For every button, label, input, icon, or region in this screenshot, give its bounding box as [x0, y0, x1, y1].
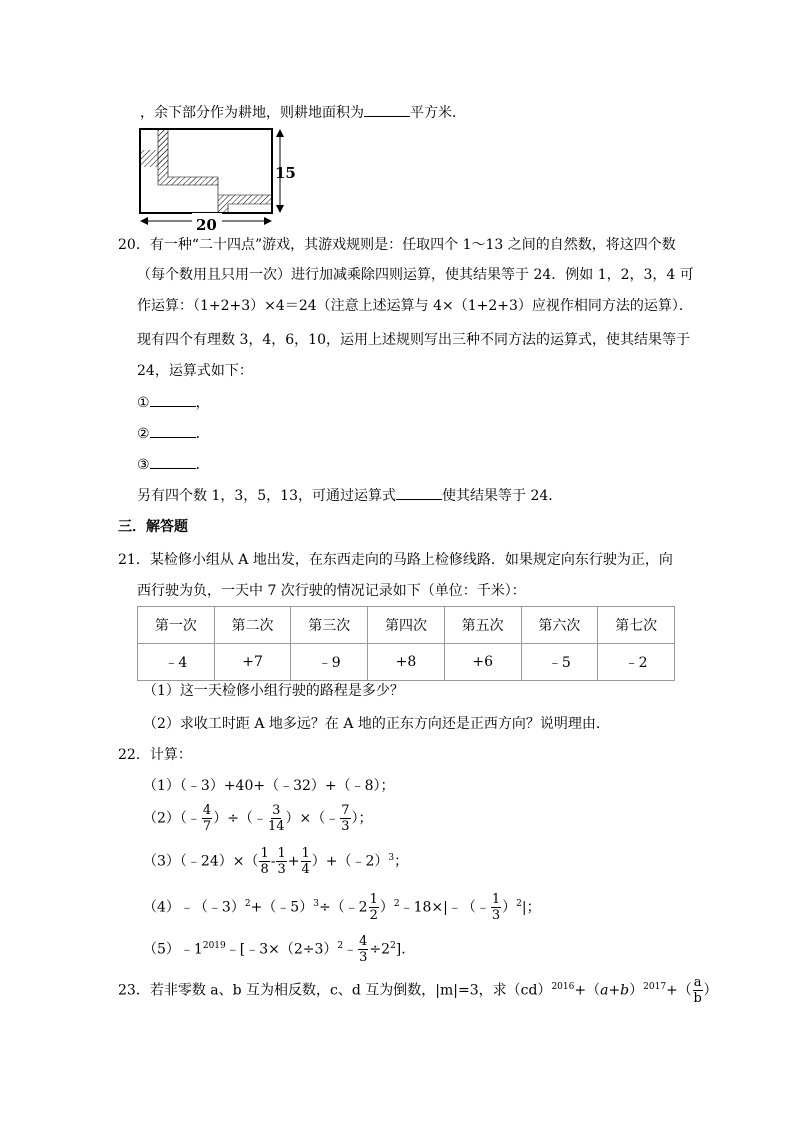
- table-cell: +8: [368, 644, 445, 681]
- table-cell: 第二次: [214, 607, 291, 644]
- q22-part-4: （4）﹣（﹣3）$^2$+（﹣5）$^3$÷（﹣2 $\frac{1}{2}$ ）$^2$﹣18×|﹣（﹣ $\frac{1}{3}$ ）$^2$|；: [143, 892, 541, 924]
- fraction: $\frac{1}{2}$: [369, 892, 378, 924]
- table-cell: ﹣2: [598, 644, 675, 681]
- fig-height-label: 15: [275, 164, 296, 182]
- q20-line: 现有四个有理数 3，4，6，10，运用上述规则写出三种不同方法的运算式，使其结果等于: [137, 332, 690, 348]
- fraction: $\frac{a}{b}$: [693, 975, 702, 1007]
- q21-sub-2: （2）求收工时距 A 地多远？在 A 地的正东方向还是正西方向？说明理由．: [143, 716, 610, 732]
- table-row: [138, 644, 675, 681]
- fraction: $\frac{1}{8}$: [260, 846, 269, 878]
- fraction: $\frac{1}{3}$: [277, 846, 286, 878]
- q22-part-1: （1）（﹣3）+40+（﹣32）+（﹣8）；: [143, 778, 395, 794]
- fraction: $\frac{4}{3}$: [359, 934, 368, 966]
- q21-line: 西行驶为负，一天中 7 次行驶的情况记录如下（单位：千米）：: [137, 583, 526, 599]
- fig-width-label: 20: [196, 216, 217, 234]
- table-cell: +6: [444, 644, 521, 681]
- fraction: $\frac{1}{4}$: [301, 846, 310, 878]
- table-cell: 第五次: [444, 607, 521, 644]
- fraction: $\frac{7}{3}$: [341, 803, 350, 834]
- q22-title: 22．计算：: [118, 747, 192, 763]
- q22-part-2: （2）（﹣ $\frac{4}{7}$ ）÷（﹣ $\frac{3}{14}$ ）×（﹣ $\frac{7}{3}$ ）；: [143, 803, 373, 834]
- q22-part-3: （3）（﹣24）×（ $\frac{1}{8}$ - $\frac{1}{3}$ + $\frac{1}{4}$ ）+（﹣2）$^3$；: [143, 846, 409, 878]
- fraction: $\frac{4}{7}$: [202, 803, 212, 834]
- q23-line: 23．若非零数 a、b 互为相反数，c、d 互为倒数，|m|=3，求$(cd)^{2016}+(a+b)^{2017}+$（ $\frac{a}{b}$ ）: [118, 975, 718, 1007]
- fraction: $\frac{1}{3}$: [491, 892, 501, 924]
- table-cell: 第七次: [598, 607, 675, 644]
- section-heading: 三．解答题: [118, 519, 188, 535]
- fraction: $\frac{3}{14}$: [267, 803, 285, 834]
- q22-part-5: $(5)﹣1^{2019}﹣[﹣3\times(2\div 3)^2﹣$ $\frac{4}{3}$ $\div 2^2$]．: [143, 934, 416, 966]
- table-cell: 第三次: [291, 607, 368, 644]
- q21-table: [137, 606, 675, 681]
- q20-answer-1: ① ，: [137, 395, 210, 411]
- q21-line: 21．某检修小组从 A 地出发，在东西走向的马路上检修线路．如果规定向东行驶为正，向: [118, 552, 673, 568]
- table-cell: 第一次: [138, 607, 215, 644]
- table-cell: ﹣4: [138, 644, 215, 681]
- table-cell: 第六次: [521, 607, 598, 644]
- q20-line: （每个数用且只用一次）进行加减乘除四则运算，使其结果等于 24．例如 1，2，3，4 可: [137, 267, 694, 283]
- table-cell: 第四次: [368, 607, 445, 644]
- q19-tail: ，余下部分作为耕地，则耕地面积为 平方米．: [140, 105, 466, 121]
- table-cell: +7: [214, 644, 291, 681]
- q20-answer-3: ③ ．: [137, 457, 210, 473]
- q20-line: 作运算：（1+2+3）×4＝24（注意上述运算与 4×（1+2+3）应视作相同方法的运算）．: [137, 298, 693, 314]
- q20-answer-2: ② ．: [137, 426, 210, 442]
- table-cell: ﹣5: [521, 644, 598, 681]
- table-cell: ﹣9: [291, 644, 368, 681]
- q20-last: 另有四个数 1，3，5，13，可通过运算式 使其结果等于 24．: [137, 488, 563, 504]
- table-header-row: [138, 607, 675, 644]
- q20-line: 24，运算式如下：: [137, 363, 253, 379]
- q20-line: 20．有一种“二十四点”游戏，其游戏规则是：任取四个 1～13 之间的自然数，将这四个数: [118, 237, 676, 253]
- q21-sub-1: （1）这一天检修小组行驶的路程是多少？: [143, 683, 404, 699]
